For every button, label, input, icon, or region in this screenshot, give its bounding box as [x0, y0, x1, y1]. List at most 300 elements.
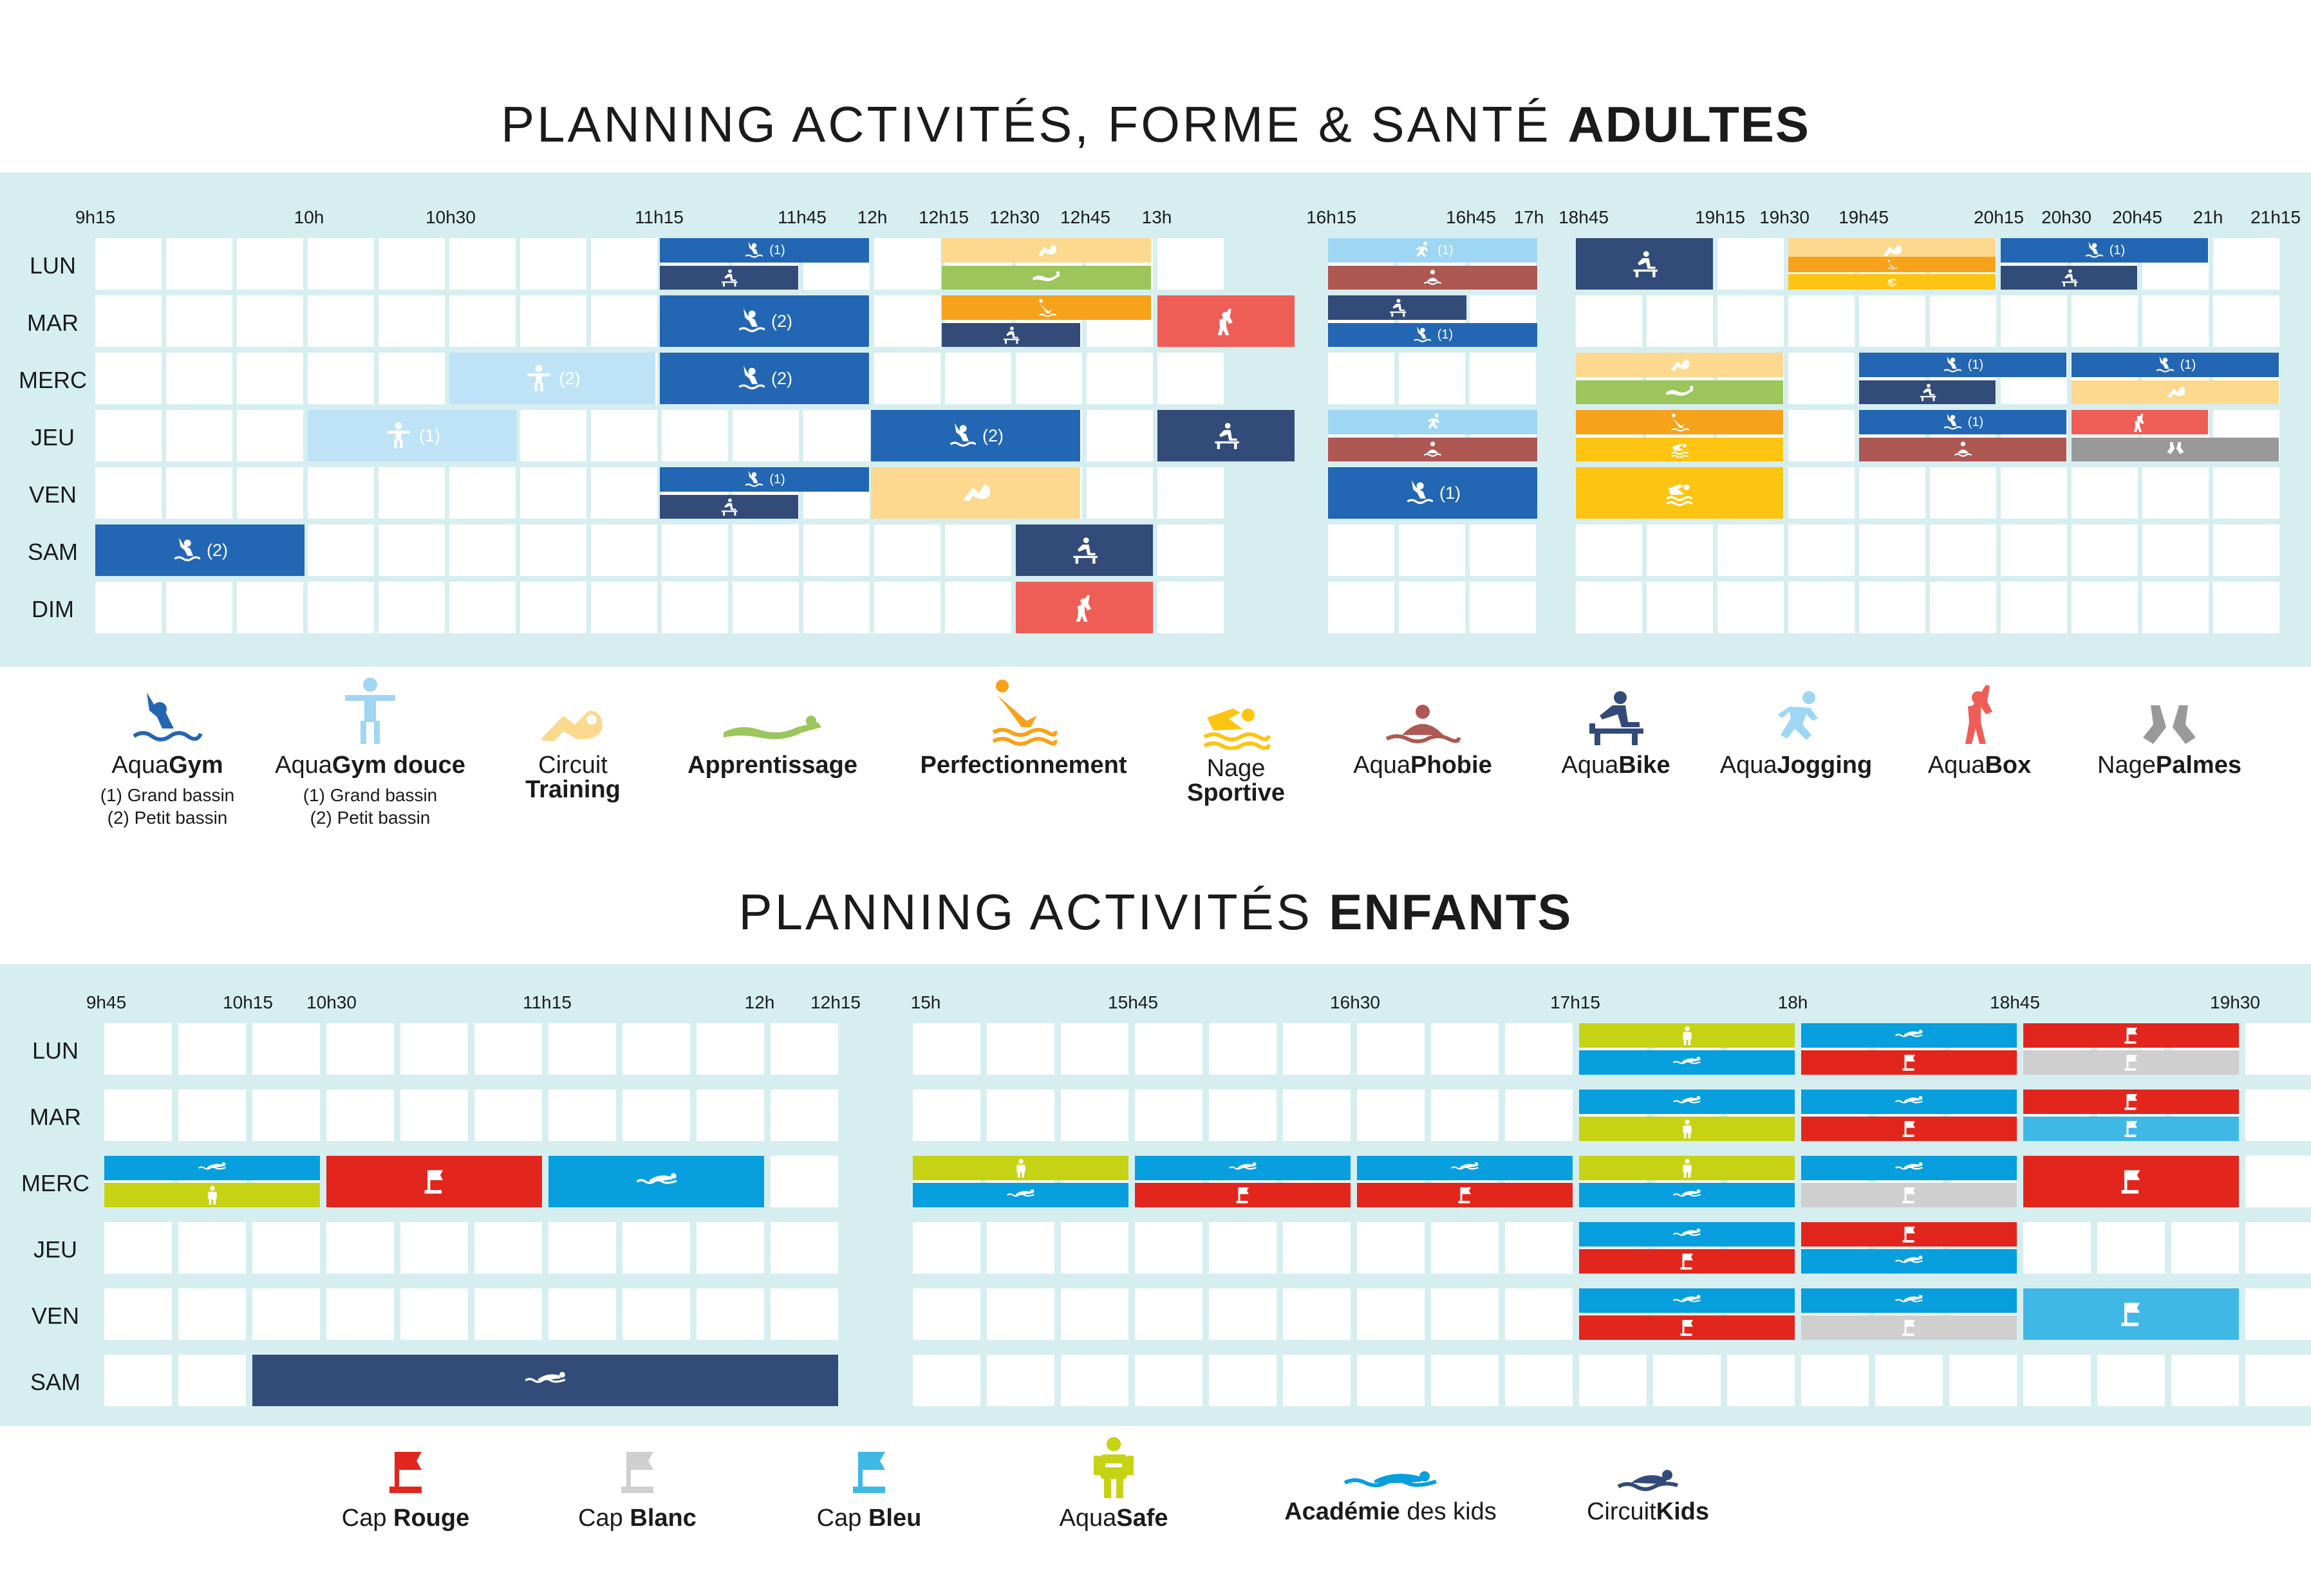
schedule-cell: [913, 1023, 980, 1075]
schedule-cell: [474, 1090, 542, 1141]
legend-aquasafe: [1024, 1435, 1204, 1530]
circuit-training-block[interactable]: [942, 238, 1151, 263]
time-tick: 19h15: [1695, 207, 1745, 227]
schedule-cell: [2072, 295, 2138, 347]
schedule-cell: [1016, 353, 1082, 404]
schedule-cell: [1788, 353, 1855, 404]
douce-icon: [384, 422, 413, 450]
schedule-cell: [1859, 524, 1925, 576]
cap-rouge-block[interactable]: [1801, 1222, 2017, 1247]
schedule-cell: [400, 1222, 468, 1274]
schedule-cell: [1357, 1090, 1425, 1141]
perfectionnement-block[interactable]: [1576, 410, 1783, 434]
schedule-cell: [987, 1288, 1054, 1340]
schedule-cell: [474, 1222, 542, 1274]
circuit-icon: [1670, 355, 1689, 375]
cap-rouge-block[interactable]: [2023, 1090, 2239, 1114]
circuitkids-block[interactable]: [252, 1355, 838, 1406]
cap-rouge-block[interactable]: [1579, 1249, 1795, 1274]
schedule-cell: [622, 1090, 690, 1141]
academie-block[interactable]: [104, 1156, 320, 1180]
schedule-cell: [1727, 1355, 1795, 1406]
schedule-cell: [2023, 1355, 2091, 1406]
schedule-cell: [874, 295, 940, 347]
bike-icon: [1918, 383, 1937, 402]
schedule-cell: [449, 524, 516, 576]
schedule-cell: [1209, 1355, 1277, 1406]
aquaphobie-block[interactable]: [1328, 438, 1537, 461]
schedule-cell: [1930, 524, 1996, 576]
time-tick: 20h15: [1974, 207, 2024, 227]
schedule-cell: [449, 295, 516, 347]
jog-icon: [1412, 241, 1431, 260]
legend-nage-sportive-line1: Nage: [1206, 755, 1266, 782]
legend-aquajogging: [1699, 689, 1893, 777]
schedule-cell: [662, 524, 728, 576]
schedule-cell: [1647, 295, 1713, 347]
schedule-cell: [1647, 582, 1713, 633]
perfectionnement-block[interactable]: [1788, 257, 1996, 272]
schedule-cell: [1061, 1288, 1128, 1340]
schedule-cell: [1505, 1222, 1573, 1274]
aquagym-icon: [1942, 355, 1961, 375]
schedule-cell: [591, 410, 657, 461]
aquabike-block[interactable]: [1157, 410, 1295, 461]
schedule-cell: [874, 238, 940, 290]
legend-aquagym-douce-sub1: (1) Grand bassin: [303, 785, 438, 805]
swim-icon: [524, 1366, 566, 1395]
schedule-cell: [1087, 467, 1153, 519]
safe-icon: [1678, 1026, 1697, 1045]
jog-icon: [1423, 413, 1443, 432]
schedule-cell: [2001, 524, 2067, 576]
aquabox-block[interactable]: [1157, 295, 1295, 347]
schedule-cell: [400, 1090, 468, 1141]
aquabike-block[interactable]: [1016, 524, 1153, 576]
schedule-cell: [1859, 582, 1925, 633]
nage-sportive-block[interactable]: [1576, 467, 1783, 519]
academie-block[interactable]: [1801, 1156, 2017, 1180]
aquagym-block[interactable]: [95, 524, 304, 576]
cap-blanc-block[interactable]: [1801, 1315, 2017, 1340]
schedule-cell: [945, 524, 1011, 576]
time-tick: 18h45: [1990, 992, 2040, 1012]
aquajogging-block[interactable]: [1328, 410, 1537, 434]
time-tick: 21h: [2193, 207, 2223, 227]
circuit-icon: [2166, 383, 2185, 402]
schedule-cell: [379, 582, 445, 633]
schedule-cell: [166, 582, 232, 633]
schedule-cell: [771, 1156, 838, 1207]
schedule-cell: [1135, 1090, 1202, 1141]
schedule-cell: [1431, 1288, 1499, 1340]
schedule-cell: [2097, 1355, 2165, 1406]
schedule-cell: [771, 1222, 838, 1274]
schedule-cell: [1209, 1090, 1277, 1141]
pool-number: (2): [559, 368, 581, 388]
schedule-cell: [1431, 1023, 1499, 1075]
aquaphobie-block[interactable]: [1859, 438, 2066, 461]
aquabike-block[interactable]: [2001, 266, 2137, 290]
bike-icon: [1388, 298, 1407, 317]
time-tick: 16h45: [1446, 207, 1496, 227]
schedule-cell: [1470, 524, 1536, 576]
cap-bleu-block[interactable]: [2023, 1288, 2239, 1340]
day-label: JEU: [30, 424, 75, 450]
aquagym-douce-block[interactable]: [449, 353, 655, 404]
aquagym-block[interactable]: [1328, 467, 1537, 519]
schedule-cell: [1788, 295, 1855, 347]
schedule-cell: [1470, 353, 1536, 404]
schedule-cell: [1431, 1355, 1499, 1406]
aquagym-block[interactable]: [2072, 353, 2279, 377]
aquabike-block[interactable]: [660, 495, 798, 519]
time-tick: 16h30: [1330, 992, 1380, 1012]
schedule-cell: [237, 410, 303, 461]
aquabike-block[interactable]: [1576, 238, 1713, 290]
schedule-cell: [2213, 582, 2279, 633]
pool-number: (2): [771, 311, 792, 331]
pool-number: (1): [2109, 243, 2126, 257]
legend-circuitkids-bold: Kids: [1656, 1498, 1710, 1525]
legend-cap-rouge-light: Cap: [341, 1505, 394, 1532]
schedule-cell: [1283, 1288, 1351, 1340]
legend-aquajogging-bold: Jogging: [1777, 752, 1873, 779]
time-tick: 12h15: [919, 207, 969, 227]
schedule-cell: [1061, 1023, 1128, 1075]
academie-block[interactable]: [1579, 1222, 1795, 1247]
bike-icon: [1631, 250, 1659, 278]
sport-icon: [1670, 440, 1689, 459]
aquagym-block[interactable]: [1859, 410, 2066, 434]
nagepalmes-block[interactable]: [2072, 438, 2279, 461]
aquagym-block[interactable]: [871, 410, 1080, 461]
swim-icon: [1895, 1252, 1923, 1271]
legend-cap-blanc: [554, 1448, 721, 1530]
schedule-cell: [591, 524, 657, 576]
legend-aquagym-bold: Gym: [169, 752, 223, 779]
schedule-cell: [1930, 467, 1996, 519]
phobie-icon: [1423, 268, 1442, 287]
aquabike-block[interactable]: [942, 323, 1080, 347]
academie-block[interactable]: [913, 1183, 1128, 1207]
flag-icon: [2122, 1092, 2141, 1111]
schedule-cell: [1505, 1288, 1573, 1340]
schedule-cell: [2245, 1288, 2311, 1340]
kids-title-bold: ENFANTS: [1329, 884, 1573, 940]
schedule-cell: [237, 238, 303, 290]
schedule-cell: [95, 295, 162, 347]
aquagym-block[interactable]: [2001, 238, 2208, 263]
cap-rouge-block[interactable]: [2023, 1156, 2239, 1207]
perf-icon: [1037, 298, 1056, 317]
schedule-cell: [1061, 1222, 1128, 1274]
legend-circuit-line2: Training: [525, 776, 621, 803]
aquaphobie-icon: [1384, 701, 1461, 747]
schedule-cell: [1209, 1222, 1277, 1274]
cap-rouge-block[interactable]: [326, 1156, 542, 1207]
perfectionnement-icon: [988, 676, 1059, 747]
time-tick: 11h15: [635, 207, 684, 227]
sport-icon: [1665, 479, 1694, 507]
schedule-cell: [2001, 582, 2067, 633]
schedule-cell: [252, 1090, 320, 1141]
nage-sportive-block[interactable]: [1788, 274, 1996, 290]
schedule-cell: [1930, 582, 1996, 633]
aquagym-block[interactable]: [660, 467, 869, 492]
legend-cap-bleu: [785, 1448, 953, 1530]
aquaphobie-block[interactable]: [1328, 266, 1537, 290]
pool-number: (1): [419, 425, 440, 445]
circuitkids-icon: [1616, 1467, 1680, 1493]
perf-icon: [1670, 413, 1689, 432]
academie-block[interactable]: [1579, 1288, 1795, 1313]
aquagym-block[interactable]: [660, 238, 869, 263]
schedule-cell: [520, 467, 586, 519]
aquagym-block[interactable]: [660, 353, 869, 404]
schedule-cell: [308, 582, 374, 633]
adults-title: [0, 95, 2311, 154]
swim-icon: [1895, 1092, 1923, 1111]
aquabox-block[interactable]: [1016, 582, 1153, 633]
apprentissage-block[interactable]: [1576, 380, 1783, 404]
cap-rouge-block[interactable]: [1357, 1183, 1573, 1207]
schedule-cell: [178, 1355, 246, 1406]
academie-block[interactable]: [548, 1156, 764, 1207]
schedule-cell: [1357, 1288, 1425, 1340]
schedule-cell: [1135, 1023, 1202, 1075]
swim-icon: [1450, 1158, 1479, 1178]
schedule-cell: [622, 1222, 690, 1274]
day-label: LUN: [29, 252, 77, 279]
schedule-cell: [326, 1222, 394, 1274]
pool-number: (2): [771, 368, 792, 388]
academie-block[interactable]: [1135, 1156, 1351, 1180]
schedule-cell: [771, 1023, 838, 1075]
academie-block[interactable]: [1579, 1090, 1795, 1114]
schedule-cell: [1357, 1222, 1425, 1274]
circuit-training-block[interactable]: [871, 467, 1080, 519]
circuit-training-block[interactable]: [2072, 380, 2279, 404]
schedule-cell: [622, 1023, 690, 1075]
day-label: DIM: [32, 596, 74, 622]
time-tick: 10h: [294, 207, 324, 227]
time-tick: 9h45: [86, 992, 127, 1012]
pool-number: (2): [207, 540, 228, 560]
schedule-cell: [987, 1222, 1054, 1274]
schedule-cell: [308, 295, 374, 347]
legend-perfectionnement: [901, 676, 1146, 777]
schedule-cell: [1859, 467, 1925, 519]
schedule-cell: [1647, 524, 1713, 576]
schedule-cell: [474, 1288, 542, 1340]
aquagym-douce-icon: [341, 676, 399, 747]
schedule-cell: [166, 238, 232, 290]
legend-aquagym-light: Aqua: [111, 752, 169, 779]
schedule-cell: [400, 1288, 468, 1340]
swim-icon: [198, 1158, 227, 1178]
palmes-icon: [2166, 440, 2185, 459]
day-label: VEN: [28, 481, 77, 508]
schedule-cell: [95, 410, 162, 461]
aquagym-douce-block[interactable]: [308, 410, 517, 461]
academie-block[interactable]: [1801, 1288, 2017, 1313]
appr-icon: [1032, 268, 1061, 287]
schedule-cell: [2023, 1222, 2091, 1274]
schedule-cell: [237, 582, 303, 633]
schedule-cell: [591, 582, 657, 633]
aquasafe-block[interactable]: [1579, 1117, 1795, 1141]
schedule-cell: [379, 295, 445, 347]
flag-icon: [420, 1167, 449, 1196]
perfectionnement-block[interactable]: [942, 295, 1151, 320]
pool-number: (1): [1437, 243, 1454, 257]
schedule-cell: [2213, 524, 2279, 576]
cap-bleu-block[interactable]: [2023, 1117, 2239, 1141]
legend-academie: [1255, 1467, 1526, 1524]
pool-number: (2): [982, 425, 1004, 445]
flag-icon: [2122, 1026, 2141, 1045]
legend-aquabox-bold: Box: [1985, 752, 2032, 779]
academie-block[interactable]: [1579, 1050, 1795, 1075]
nage-sportive-icon: [1201, 698, 1271, 750]
cap-rouge-block[interactable]: [2023, 1023, 2239, 1048]
schedule-cell: [548, 1288, 616, 1340]
aquabike-block[interactable]: [1859, 380, 1996, 404]
schedule-cell: [2142, 582, 2209, 633]
academie-block[interactable]: [1801, 1249, 2017, 1274]
time-tick: 11h45: [778, 207, 827, 227]
schedule-cell: [178, 1288, 246, 1340]
schedule-cell: [1717, 582, 1784, 633]
schedule-cell: [2142, 467, 2209, 519]
aquabike-block[interactable]: [1328, 295, 1466, 320]
aquagym-icon: [172, 536, 200, 564]
cap-blanc-block[interactable]: [2023, 1050, 2239, 1075]
aquasafe-block[interactable]: [1579, 1156, 1795, 1180]
schedule-cell: [2245, 1156, 2311, 1207]
nage-sportive-block[interactable]: [1576, 438, 1783, 461]
sport-icon: [1887, 277, 1897, 287]
schedule-cell: [2245, 1222, 2311, 1274]
schedule-cell: [1135, 1222, 1202, 1274]
circuit-training-block[interactable]: [1576, 353, 1783, 377]
schedule-cell: [449, 582, 516, 633]
schedule-cell: [591, 238, 657, 290]
schedule-cell: [1328, 524, 1394, 576]
schedule-cell: [1431, 1222, 1499, 1274]
pool-number: (1): [2180, 357, 2196, 372]
schedule-cell: [95, 353, 162, 404]
aquagym-block[interactable]: [1328, 323, 1537, 347]
aquagym-block[interactable]: [1859, 353, 2066, 377]
kids-title: [0, 883, 2311, 942]
schedule-cell: [2245, 1355, 2311, 1406]
flag-icon: [1678, 1252, 1697, 1271]
schedule-cell: [1157, 353, 1224, 404]
aquabox-icon: [1954, 682, 2005, 747]
time-tick: 12h30: [989, 207, 1040, 227]
schedule-cell: [1788, 467, 1855, 519]
schedule-cell: [1328, 582, 1394, 633]
circuit-icon: [1037, 241, 1056, 260]
schedule-cell: [166, 410, 232, 461]
time-tick: 19h30: [2210, 992, 2260, 1012]
aquagym-icon: [744, 241, 763, 260]
schedule-cell: [1283, 1355, 1351, 1406]
schedule-cell: [1859, 295, 1925, 347]
aquasafe-block[interactable]: [104, 1183, 320, 1207]
legend-aquajogging-light: Aqua: [1719, 752, 1777, 779]
schedule-cell: [178, 1023, 246, 1075]
aquasafe-block[interactable]: [1579, 1023, 1795, 1048]
schedule-cell: [2213, 295, 2279, 347]
schedule-cell: [987, 1023, 1054, 1075]
schedule-cell: [1653, 1355, 1721, 1406]
schedule-cell: [945, 582, 1011, 633]
adults-title-bold: ADULTES: [1567, 96, 1810, 153]
schedule-cell: [2171, 1355, 2239, 1406]
schedule-cell: [1061, 1090, 1128, 1141]
cap-rouge-block[interactable]: [1801, 1050, 2017, 1075]
aquagym-block[interactable]: [660, 295, 869, 347]
cap-rouge-block[interactable]: [1801, 1117, 2017, 1141]
phobie-icon: [1954, 440, 1972, 459]
aquasafe-block[interactable]: [913, 1156, 1128, 1180]
cap-rouge-block[interactable]: [1579, 1315, 1795, 1340]
schedule-cell: [1283, 1090, 1351, 1141]
academie-block[interactable]: [1579, 1183, 1795, 1207]
kids-title-light: PLANNING ACTIVITÉS: [738, 884, 1329, 940]
aquabike-block[interactable]: [660, 266, 798, 290]
schedule-cell: [1157, 582, 1224, 633]
academie-block[interactable]: [1801, 1023, 2017, 1048]
schedule-cell: [166, 295, 232, 347]
schedule-cell: [874, 524, 940, 576]
safe-icon: [1678, 1119, 1697, 1138]
schedule-cell: [308, 238, 374, 290]
time-tick: 17h: [1513, 207, 1544, 227]
schedule-cell: [449, 238, 516, 290]
schedule-cell: [2001, 467, 2067, 519]
aquajogging-block[interactable]: [1328, 238, 1537, 263]
schedule-cell: [913, 1090, 980, 1141]
cap-rouge-block[interactable]: [1135, 1183, 1351, 1207]
legend-circuit-training: [496, 701, 650, 802]
legend-academie-light: des kids: [1399, 1498, 1497, 1525]
cap-blanc-block[interactable]: [1801, 1183, 2017, 1207]
schedule-cell: [104, 1090, 172, 1141]
aquabox-block[interactable]: [2072, 410, 2208, 434]
schedule-cell: [1801, 1355, 1869, 1406]
legend-circuitkids-light: Circuit: [1586, 1498, 1656, 1525]
time-tick: 10h30: [306, 992, 357, 1012]
schedule-cell: [1788, 582, 1855, 633]
schedule-cell: [95, 582, 162, 633]
flag-icon: [1900, 1225, 1919, 1244]
flag-icon: [1900, 1119, 1919, 1138]
legend-aquabike: [1545, 689, 1687, 777]
schedule-cell: [379, 524, 445, 576]
academie-block[interactable]: [1357, 1156, 1573, 1180]
flag-icon: [1900, 1053, 1919, 1072]
legend-circuit-line1: Circuit: [538, 752, 608, 779]
apprentissage-block[interactable]: [942, 266, 1151, 290]
schedule-cell: [697, 1222, 764, 1274]
appr-icon: [1665, 383, 1694, 402]
academie-block[interactable]: [1801, 1090, 2017, 1114]
schedule-cell: [104, 1222, 172, 1274]
